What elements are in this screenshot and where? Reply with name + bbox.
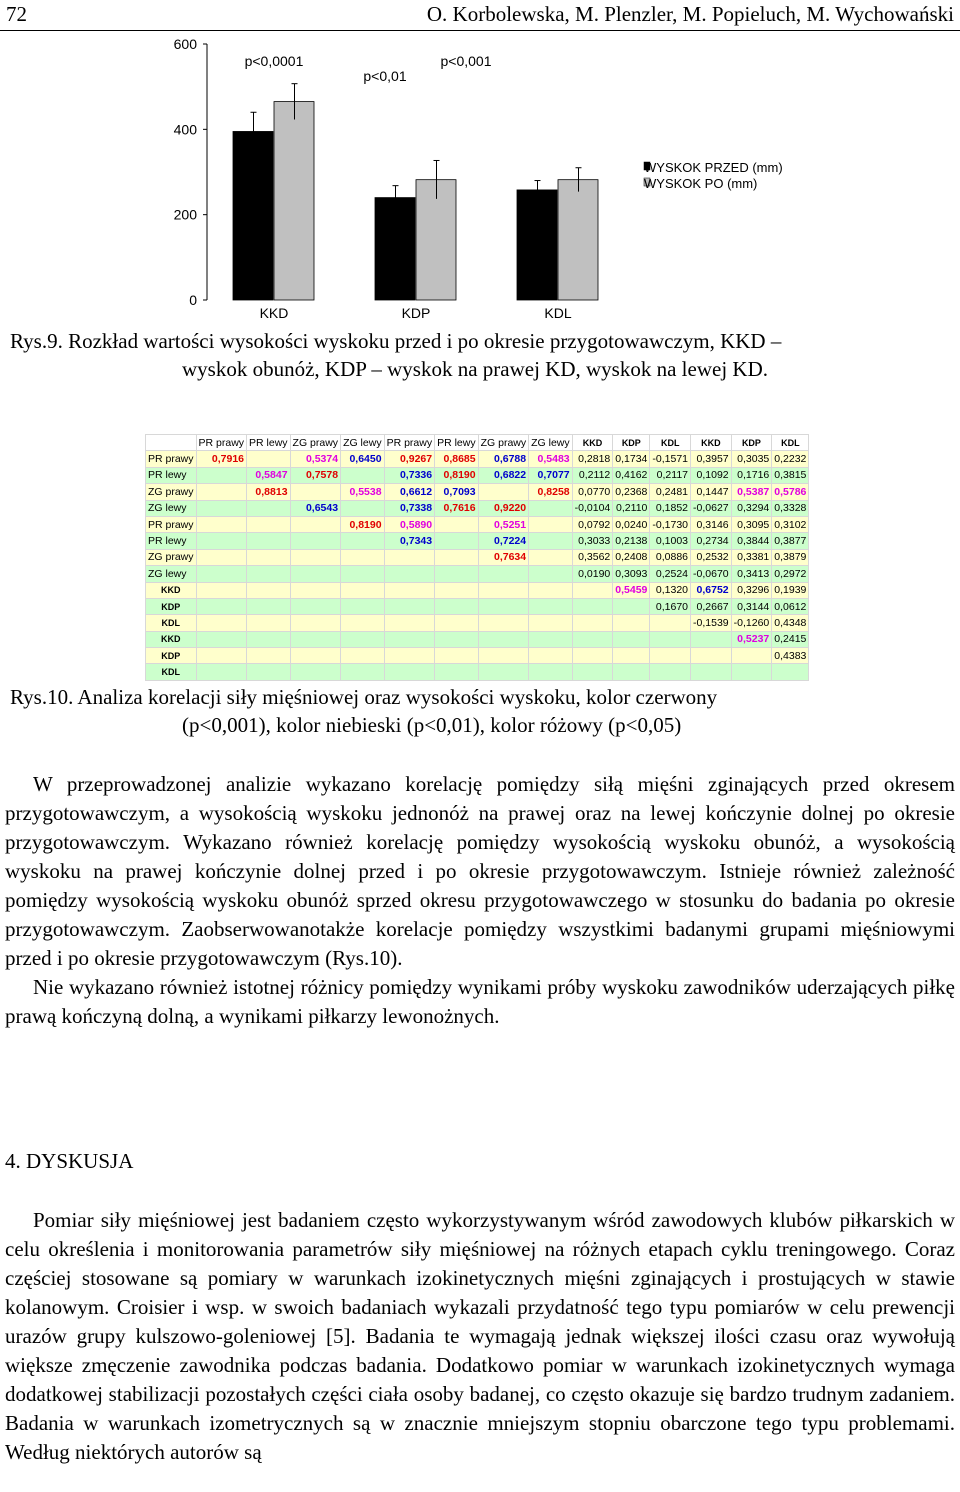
table-cell (731, 664, 772, 680)
table-cell (572, 631, 613, 647)
table-cell (478, 484, 529, 500)
table-cell (435, 549, 479, 565)
table-row (146, 484, 809, 500)
bar-KKD-after (274, 102, 314, 300)
bar-KDL-before (517, 190, 557, 300)
table-cell: 0,3879 (772, 549, 809, 565)
table-cell: 0,7916 (196, 451, 247, 467)
table-cell (341, 549, 385, 565)
table-cell: 0,3815 (772, 467, 809, 483)
x-tick-label: KDP (401, 305, 431, 321)
table-cell: 0,2415 (772, 631, 809, 647)
table-cell (290, 533, 341, 549)
table-cell (650, 631, 691, 647)
table-cell: 0,2112 (572, 467, 613, 483)
table-cell (196, 533, 247, 549)
table-cell: 0,5459 (613, 582, 650, 598)
table-cell: 0,6788 (478, 451, 529, 467)
table-cell (341, 566, 385, 582)
table-cell (691, 664, 732, 680)
table-cell (341, 500, 385, 516)
column-header: KKD (572, 435, 613, 451)
table-cell (196, 615, 247, 631)
column-header: KDP (613, 435, 650, 451)
y-tick-label: 200 (173, 206, 197, 223)
results-text (5, 770, 955, 1031)
column-header: PR prawy (384, 435, 435, 451)
table-cell (384, 648, 435, 664)
column-header: KKD (691, 435, 732, 451)
table-cell: -0,0627 (691, 500, 732, 516)
column-header: KDP (731, 435, 772, 451)
table-cell (384, 631, 435, 647)
table-cell: 0,2117 (650, 467, 691, 483)
p-value-annotation: p<0,0001 (244, 53, 304, 70)
column-header: KDL (650, 435, 691, 451)
table-cell: 0,3562 (572, 549, 613, 565)
table-cell (196, 516, 247, 532)
y-tick-label: 0 (189, 292, 197, 308)
table-cell: 0,0240 (613, 516, 650, 532)
table-cell: 0,7077 (529, 467, 573, 483)
row-label: PR lewy (146, 467, 197, 483)
table-cell: 0,3146 (691, 516, 732, 532)
paragraph-discussion: Pomiar siły mięśniowej jest badaniem często wykorzystywanym wśród zawodowych klubów piłkarskich w celu określenia i monitorowania parametrów siły mięśniowej na różnych etapach cyklu treningowego. Coraz częściej stosowane są pomiary w warunkach izokinetycznych mięśni zginających i prostujących w stawie kolanowym. Croisier i wsp. w swoich badaniach wykazali przydatność tego typu pomiarów w celu prewencji urazów grupy kulszowo-goleniowej [5]. Badania te wymagają jednak większej ilości czasu oraz wywołują większe zmęczenie zawodnika podczas badania. Dodatkowo pomiar w warunkach izokinetycznych wymaga dodatkowej stabilizacji pozostałych części ciała osoby badanej, co często okazuje się bardzo trudnym zadaniem. Badania w warunkach izometrycznych są w znacznie mniejszym stopniu obarczone tego typu problemami. Według niektórych autorów są (5, 1208, 955, 1464)
correlation-table (145, 434, 809, 681)
table-cell: 0,7616 (435, 500, 479, 516)
table-cell: 0,8190 (341, 516, 385, 532)
table-cell: 0,6752 (691, 582, 732, 598)
column-header: ZG prawy (478, 435, 529, 451)
table-cell: 0,3033 (572, 533, 613, 549)
table-cell: 0,3413 (731, 566, 772, 582)
table-cell: -0,1260 (731, 615, 772, 631)
row-label: PR prawy (146, 451, 197, 467)
table-cell (247, 598, 291, 614)
table-cell (196, 664, 247, 680)
table-cell: -0,1539 (691, 615, 732, 631)
table-cell (613, 648, 650, 664)
table-cell (478, 615, 529, 631)
table-cell: 0,3294 (731, 500, 772, 516)
page-header (0, 0, 960, 30)
correlation-header-row (146, 435, 809, 451)
table-cell (435, 631, 479, 647)
bar-KDL-after (558, 180, 598, 300)
table-cell (529, 598, 573, 614)
table-cell (247, 516, 291, 532)
corner-cell (146, 435, 197, 451)
table-cell (435, 582, 479, 598)
column-header: PR lewy (247, 435, 291, 451)
row-label: ZG prawy (146, 484, 197, 500)
table-cell (613, 631, 650, 647)
caption10-line2: (p<0,001), kolor niebieski (p<0,01), kolor różowy (p<0,05) (182, 713, 682, 737)
row-label: KKD (146, 582, 197, 598)
table-cell (529, 533, 573, 549)
table-cell (290, 615, 341, 631)
table-cell (341, 615, 385, 631)
table-cell: 0,2532 (691, 549, 732, 565)
legend-label: WYSKOK PO (mm) (644, 176, 758, 191)
table-cell (529, 549, 573, 565)
table-cell: 0,5538 (341, 484, 385, 500)
table-cell (435, 533, 479, 549)
table-cell (572, 598, 613, 614)
table-cell: -0,1571 (650, 451, 691, 467)
table-cell (196, 500, 247, 516)
running-head-authors: O. Korbolewska, M. Plenzler, M. Popieluch, M. Wychowański (426, 2, 954, 26)
row-label: PR lewy (146, 533, 197, 549)
row-label: ZG lewy (146, 566, 197, 582)
table-cell: 0,7343 (384, 533, 435, 549)
table-cell (247, 648, 291, 664)
table-cell: 0,2368 (613, 484, 650, 500)
table-cell (196, 566, 247, 582)
table-cell: 0,0190 (572, 566, 613, 582)
y-tick-label: 400 (173, 121, 197, 138)
table-cell: 0,2734 (691, 533, 732, 549)
table-cell: 0,7093 (435, 484, 479, 500)
table-cell (384, 664, 435, 680)
table-cell (290, 664, 341, 680)
table-cell (613, 664, 650, 680)
table-cell: 0,1716 (731, 467, 772, 483)
row-label: KDL (146, 664, 197, 680)
table-cell (435, 516, 479, 532)
table-cell (572, 664, 613, 680)
table-cell: 0,0792 (572, 516, 613, 532)
table-row (146, 631, 809, 647)
table-cell (247, 631, 291, 647)
table-cell (247, 664, 291, 680)
table-cell: 0,6822 (478, 467, 529, 483)
table-cell (290, 549, 341, 565)
table-cell: 0,6450 (341, 451, 385, 467)
correlation-body (146, 451, 809, 680)
table-cell (435, 598, 479, 614)
table-cell: 0,3035 (731, 451, 772, 467)
table-cell: 0,2138 (613, 533, 650, 549)
table-cell: 0,1320 (650, 582, 691, 598)
table-cell: 0,8258 (529, 484, 573, 500)
page-number: 72 (6, 2, 27, 26)
table-cell (478, 598, 529, 614)
row-label: ZG prawy (146, 549, 197, 565)
figure-10-caption (10, 683, 950, 739)
table-cell: 0,1939 (772, 582, 809, 598)
table-cell (247, 533, 291, 549)
table-cell: 0,8813 (247, 484, 291, 500)
table-cell (478, 582, 529, 598)
column-header: ZG lewy (341, 435, 385, 451)
table-cell (196, 549, 247, 565)
p-value-annotation: p<0,01 (363, 68, 407, 84)
table-cell (341, 582, 385, 598)
table-row (146, 467, 809, 483)
bar-KDP-before (375, 198, 415, 300)
table-cell (341, 467, 385, 483)
table-cell: 0,2408 (613, 549, 650, 565)
table-cell (196, 631, 247, 647)
table-cell: 0,5237 (731, 631, 772, 647)
table-cell (691, 631, 732, 647)
figure-9-caption (10, 327, 950, 383)
table-row (146, 615, 809, 631)
table-cell: 0,2232 (772, 451, 809, 467)
table-cell: 0,1092 (691, 467, 732, 483)
row-label: KDP (146, 598, 197, 614)
table-cell (196, 484, 247, 500)
table-cell: 0,3381 (731, 549, 772, 565)
row-label: ZG lewy (146, 500, 197, 516)
caption10-line1: Rys.10. Analiza korelacji siły mięśniowej oraz wysokości wyskoku, kolor czerwony (10, 685, 718, 709)
table-cell (341, 648, 385, 664)
table-cell (478, 631, 529, 647)
table-cell (435, 615, 479, 631)
table-cell (572, 615, 613, 631)
table-cell: 0,5374 (290, 451, 341, 467)
table-cell (247, 566, 291, 582)
table-cell (772, 664, 809, 680)
table-cell (247, 549, 291, 565)
table-cell (572, 582, 613, 598)
table-row (146, 451, 809, 467)
table-cell: 0,1852 (650, 500, 691, 516)
table-cell (290, 648, 341, 664)
table-cell: 0,0612 (772, 598, 809, 614)
table-cell (529, 500, 573, 516)
table-cell (290, 566, 341, 582)
table-row (146, 549, 809, 565)
table-cell (247, 500, 291, 516)
p-value-annotation: p<0,001 (440, 53, 492, 70)
table-cell (650, 648, 691, 664)
table-cell (731, 648, 772, 664)
table-cell: 0,2667 (691, 598, 732, 614)
column-header: ZG prawy (290, 435, 341, 451)
table-cell (341, 533, 385, 549)
table-cell: 0,5786 (772, 484, 809, 500)
table-cell: 0,1447 (691, 484, 732, 500)
row-label: PR prawy (146, 516, 197, 532)
table-cell (341, 631, 385, 647)
table-cell (384, 615, 435, 631)
table-cell (384, 598, 435, 614)
table-row (146, 582, 809, 598)
table-cell (384, 549, 435, 565)
table-cell: 0,3102 (772, 516, 809, 532)
row-label: KDL (146, 615, 197, 631)
table-cell: 0,5251 (478, 516, 529, 532)
table-cell: -0,0670 (691, 566, 732, 582)
table-row (146, 566, 809, 582)
table-cell (290, 516, 341, 532)
table-cell (196, 582, 247, 598)
table-cell: 0,8685 (435, 451, 479, 467)
table-cell (384, 566, 435, 582)
table-cell (478, 664, 529, 680)
table-cell: 0,3877 (772, 533, 809, 549)
table-cell (196, 598, 247, 614)
table-cell: 0,5847 (247, 467, 291, 483)
table-cell: 0,1670 (650, 598, 691, 614)
row-label: KDP (146, 648, 197, 664)
table-cell (435, 566, 479, 582)
table-cell (341, 664, 385, 680)
table-cell: 0,5890 (384, 516, 435, 532)
table-cell (478, 566, 529, 582)
table-cell (196, 467, 247, 483)
section-heading-discussion: 4. DYSKUSJA (5, 1149, 134, 1173)
table-cell: -0,0104 (572, 500, 613, 516)
legend-label: WYSKOK PRZED (mm) (644, 160, 783, 175)
table-cell: -0,1730 (650, 516, 691, 532)
table-cell (435, 664, 479, 680)
table-cell: 0,8190 (435, 467, 479, 483)
table-row (146, 533, 809, 549)
table-cell (691, 648, 732, 664)
table-cell (290, 598, 341, 614)
table-row (146, 516, 809, 532)
table-cell: 0,4383 (772, 648, 809, 664)
table-cell: 0,2818 (572, 451, 613, 467)
table-cell (650, 615, 691, 631)
table-cell: 0,3957 (691, 451, 732, 467)
table-cell: 0,6543 (290, 500, 341, 516)
caption9-line2: wyskok obunóż, KDP – wyskok na prawej KD, wyskok na lewej KD. (182, 357, 768, 381)
table-cell: 0,7634 (478, 549, 529, 565)
table-cell (529, 615, 573, 631)
table-cell (435, 648, 479, 664)
table-cell: 0,2972 (772, 566, 809, 582)
table-row (146, 664, 809, 680)
table-cell (384, 582, 435, 598)
table-cell: 0,5387 (731, 484, 772, 500)
table-cell (529, 664, 573, 680)
table-cell (529, 566, 573, 582)
table-cell (529, 648, 573, 664)
table-cell (247, 615, 291, 631)
table-cell (529, 516, 573, 532)
discussion-text (5, 1206, 955, 1467)
table-cell (290, 484, 341, 500)
x-tick-label: KDL (544, 305, 572, 321)
table-cell: 0,9267 (384, 451, 435, 467)
caption9-line1: Rys.9. Rozkład wartości wysokości wyskoku przed i po okresie przygotowawczym, KKD – (10, 329, 782, 353)
table-row (146, 598, 809, 614)
table-cell (529, 631, 573, 647)
table-cell: 0,3844 (731, 533, 772, 549)
paragraph-no-difference: Nie wykazano również istotnej różnicy pomiędzy wynikami próby wyskoku zawodników uderzających piłkę prawą kończyną dolną, a wynikami piłkarzy lewonożnych. (5, 975, 955, 1028)
table-cell: 0,3144 (731, 598, 772, 614)
table-row (146, 648, 809, 664)
table-cell: 0,1734 (613, 451, 650, 467)
table-cell: 0,2481 (650, 484, 691, 500)
table-cell (650, 664, 691, 680)
bar-KKD-before (233, 131, 273, 300)
column-header: ZG lewy (529, 435, 573, 451)
table-cell: 0,3296 (731, 582, 772, 598)
row-label: KKD (146, 631, 197, 647)
table-cell (572, 648, 613, 664)
table-cell: 0,2524 (650, 566, 691, 582)
table-cell: 0,7338 (384, 500, 435, 516)
table-cell: 0,6612 (384, 484, 435, 500)
table-cell (613, 598, 650, 614)
x-tick-label: KKD (259, 305, 289, 321)
table-cell (290, 582, 341, 598)
table-cell (478, 648, 529, 664)
paragraph-correlation: W przeprowadzonej analizie wykazano korelację pomiędzy siłą mięśni zginających przed okresem przygotowawczym, a wysokością wyskoku jednonóż na prawej oraz na lewej kończynie dolnej po okresie przygotowawczym. Wykazano również korelację pomiędzy wysokością wyskoku obunóż, a wysokością wyskoku na prawej kończynie dolnej przed i po okresie przygotowawczym. Istnieje również zależność pomiędzy wysokością wyskoku obunóż sprzed okresu przygotowawczego w stosunku do badania po okresie przygotowawczym. Zaobserwowanotakże korelacje pomiędzy wszystkimi badanymi grupami mięśniowymi przed i po okresie przygotowawczym (Rys.10). (5, 772, 955, 970)
table-cell: 0,5483 (529, 451, 573, 467)
table-row (146, 500, 809, 516)
table-cell: 0,7336 (384, 467, 435, 483)
table-cell: 0,0886 (650, 549, 691, 565)
table-cell: 0,4162 (613, 467, 650, 483)
column-header: PR prawy (196, 435, 247, 451)
table-cell (613, 615, 650, 631)
table-cell (247, 582, 291, 598)
header-rule (0, 30, 960, 31)
y-tick-label: 600 (173, 36, 197, 52)
table-cell: 0,3328 (772, 500, 809, 516)
table-cell (247, 451, 291, 467)
table-cell: 0,7578 (290, 467, 341, 483)
table-cell (290, 631, 341, 647)
table-cell: 0,2110 (613, 500, 650, 516)
table-cell (341, 598, 385, 614)
column-header: PR lewy (435, 435, 479, 451)
table-cell: 0,1003 (650, 533, 691, 549)
table-cell: 0,4348 (772, 615, 809, 631)
table-cell: 0,3095 (731, 516, 772, 532)
table-cell: 0,0770 (572, 484, 613, 500)
table-cell: 0,7224 (478, 533, 529, 549)
jump-height-bar-chart (160, 34, 820, 324)
table-cell: 0,9220 (478, 500, 529, 516)
column-header: KDL (772, 435, 809, 451)
table-cell: 0,3093 (613, 566, 650, 582)
table-cell (196, 648, 247, 664)
table-cell (529, 582, 573, 598)
